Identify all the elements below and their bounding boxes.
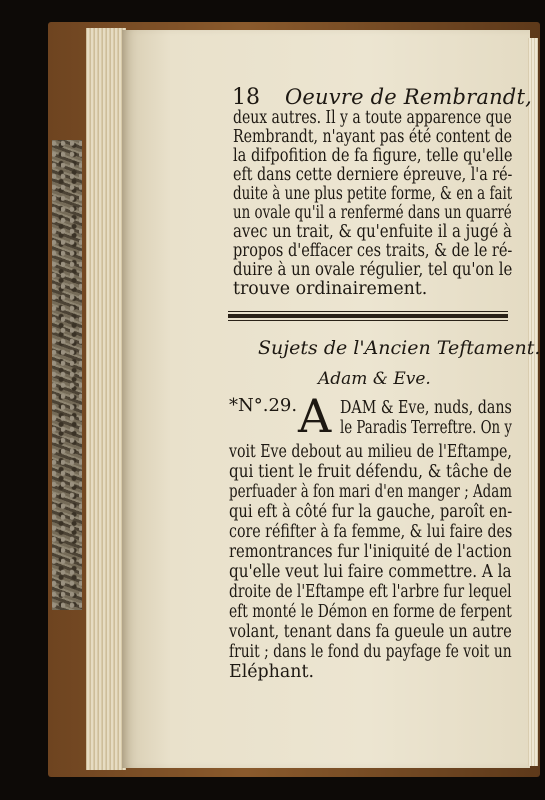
paragraph-line: trouve ordinairement.	[233, 279, 428, 299]
entry-line: qu'elle veut lui faire commettre. A la	[229, 562, 512, 582]
marbled-spine	[52, 140, 82, 610]
paragraph-line: Rembrandt, n'ayant pas été content de	[233, 127, 513, 147]
section-subtitle: Adam & Eve.	[318, 369, 431, 389]
section-rule-main	[228, 314, 508, 318]
paragraph-line: duire à un ovale régulier, tel qu'on le	[233, 260, 513, 280]
entry-line: droite de l'Eftampe eft l'arbre fur lequel	[229, 582, 512, 602]
paragraph-line: la difpofition de fa figure, telle qu'elle	[233, 146, 513, 166]
entry-line: Eléphant.	[229, 662, 314, 682]
section-title: Sujets de l'Ancien Teftament.	[258, 337, 541, 359]
paragraph-line: propos d'effacer ces traits, & de le ré-	[233, 241, 513, 261]
entry-second-line: le Paradis Terreftre. On y	[340, 418, 512, 438]
entry-line: core réfifter à fa femme, & lui faire des	[229, 522, 513, 542]
paragraph-line: un ovale qu'il a renfermé dans un quarré	[233, 203, 512, 223]
entry-first-line: DAM & Eve, nuds, dans	[340, 398, 512, 418]
entry-line: remontrances fur l'iniquité de l'action	[229, 542, 512, 562]
entry-line: fruit ; dans le fond du payfage fe voit un	[229, 642, 512, 662]
paragraph-line: eft dans cette derniere épreuve, l'a ré-	[233, 165, 513, 185]
page-number: 18	[232, 85, 260, 110]
paragraph-line: avec un trait, & qu'enfuite il a jugé à	[233, 222, 512, 242]
entry-line: qui tient le fruit défendu, & tâche de	[229, 462, 512, 482]
entry-number: *N°.29.	[229, 395, 298, 416]
entry-line: qui eft à côté fur la gauche, paroît en-	[229, 502, 513, 522]
entry-line: eft monté le Démon en forme de ferpent	[229, 602, 512, 622]
entry-line: voit Eve debout au milieu de l'Eftampe,	[229, 442, 512, 462]
section-rule-bottom	[228, 320, 508, 321]
page-edge	[528, 38, 538, 766]
drop-cap: A	[298, 389, 332, 443]
paragraph-line: duite à une plus petite forme, & en a fait	[233, 184, 513, 204]
entry-line: volant, tenant dans fa gueule un autre	[229, 622, 512, 642]
running-title: Oeuvre de Rembrandt,	[285, 85, 532, 109]
entry-line: perfuader à fon mari d'en manger ; Adam	[229, 482, 512, 502]
page-stack	[86, 28, 126, 770]
section-rule-top	[228, 311, 508, 312]
paragraph-line: deux autres. Il y a toute apparence que	[233, 108, 512, 128]
